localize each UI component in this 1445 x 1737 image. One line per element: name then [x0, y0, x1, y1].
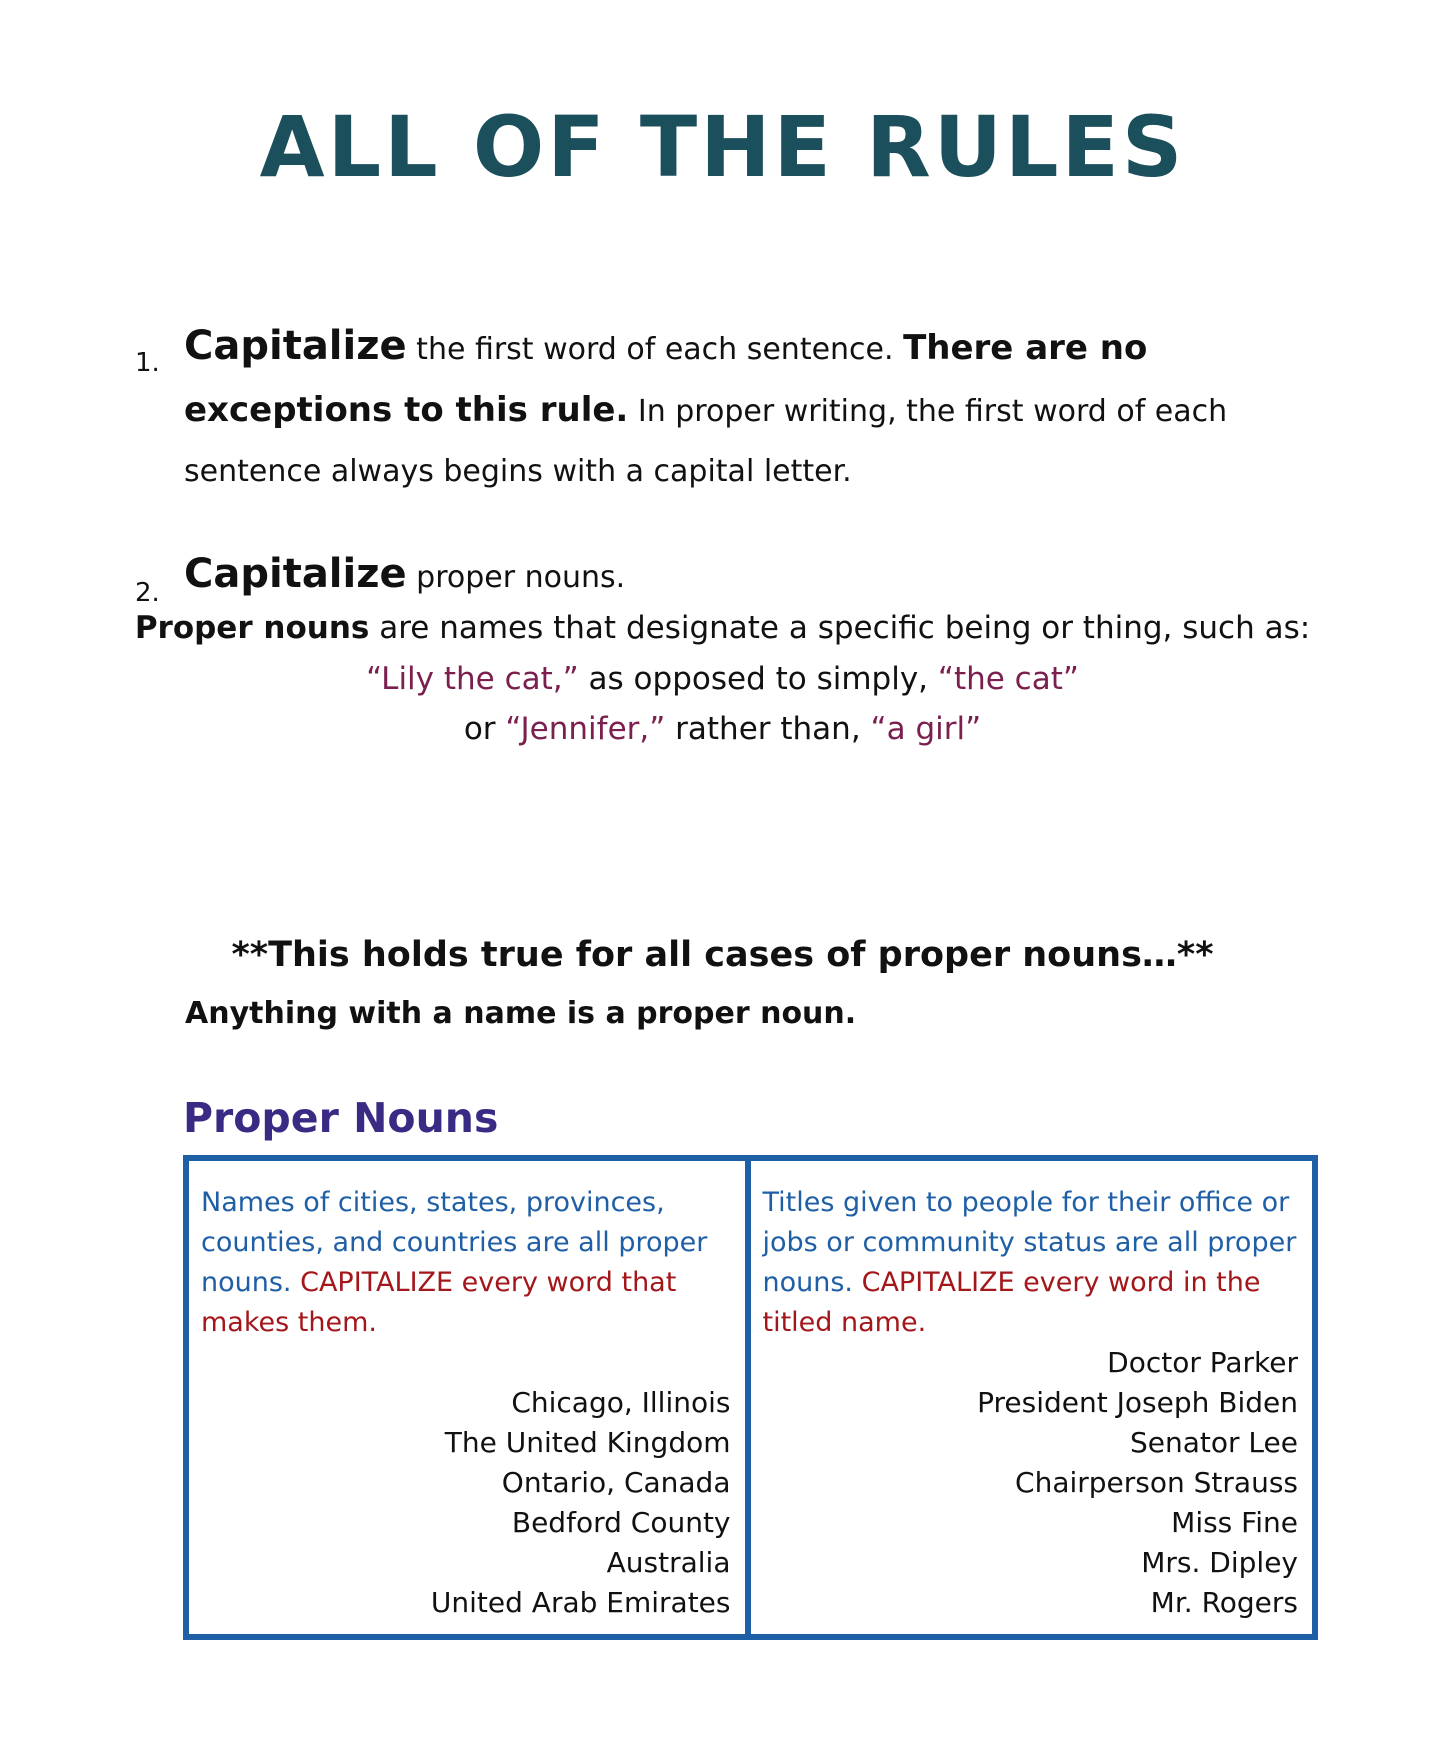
titles-desc-red: CAPITALIZE every word in the titled name.: [762, 1267, 1261, 1338]
list-item: Australia: [606, 1546, 731, 1579]
rule-1-number: 1.: [135, 348, 160, 378]
places-desc-red: CAPITALIZE every word that makes them.: [201, 1267, 677, 1338]
example-jennifer: “Jennifer,”: [505, 711, 666, 747]
list-item: Chicago, Illinois: [511, 1386, 731, 1419]
rule-1-capitalize: Capitalize: [184, 323, 407, 369]
proper-nouns-heading: Proper Nouns: [183, 1094, 499, 1142]
holds-true-note: **This holds true for all cases of proper nouns…**: [231, 935, 1214, 975]
rule-1-text: [184, 316, 1324, 502]
list-item: Doctor Parker: [1107, 1346, 1298, 1379]
example-line-1: [0, 654, 1445, 704]
titles-description: [763, 1183, 1299, 1343]
list-item: The United Kingdom: [444, 1426, 731, 1459]
example-or: or: [463, 711, 506, 747]
proper-nouns-table: [183, 1155, 1318, 1640]
titles-list: [763, 1343, 1299, 1623]
definition-text: are names that designate a specific being or thing, such as:: [369, 610, 1311, 646]
rule-2-text-body: proper nouns.: [406, 560, 626, 595]
list-item: Ontario, Canada: [501, 1466, 731, 1499]
list-item: President Joseph Biden: [977, 1386, 1298, 1419]
list-item: Chairperson Strauss: [1015, 1466, 1298, 1499]
table-cell-places: [189, 1161, 751, 1634]
places-description: [201, 1183, 731, 1343]
proper-noun-definition: [0, 603, 1445, 653]
rule-1-text-1: the first word of each sentence.: [406, 332, 904, 367]
list-item: Senator Lee: [1130, 1426, 1298, 1459]
rule-2-capitalize: Capitalize: [184, 551, 407, 597]
example-the-cat: “the cat”: [937, 661, 1079, 697]
example-a-girl: “a girl”: [870, 711, 982, 747]
example-connector-2: rather than,: [665, 711, 871, 747]
definition-bold: Proper nouns: [134, 610, 370, 646]
example-connector-1: as opposed to simply,: [578, 661, 938, 697]
example-line-2: [0, 704, 1445, 754]
rule-2-text: [184, 544, 1324, 608]
places-desc-blue: Names of cities, states, provinces, counties, and countries are all proper nouns.: [201, 1187, 708, 1298]
anything-note: Anything with a name is a proper noun.: [185, 996, 857, 1031]
rule-1-text-2: In proper writing, the first word of each sentence always begins with a capital letter.: [184, 394, 1228, 489]
list-item: Mrs. Dipley: [1141, 1546, 1298, 1579]
list-item: Bedford County: [511, 1506, 731, 1539]
rule-2-number: 2.: [135, 578, 160, 608]
page-title: ALL OF THE RULES: [259, 98, 1186, 196]
places-list: [201, 1383, 731, 1623]
list-item: United Arab Emirates: [430, 1586, 731, 1619]
example-lily: “Lily the cat,”: [366, 661, 579, 697]
titles-desc-blue: Titles given to people for their office or jobs or community status are all proper nouns.: [762, 1187, 1297, 1298]
table-cell-titles: [751, 1161, 1313, 1634]
list-item: Mr. Rogers: [1150, 1586, 1298, 1619]
list-item: Miss Fine: [1171, 1506, 1298, 1539]
rule-1-bold: There are no exceptions to this rule.: [184, 328, 1148, 430]
